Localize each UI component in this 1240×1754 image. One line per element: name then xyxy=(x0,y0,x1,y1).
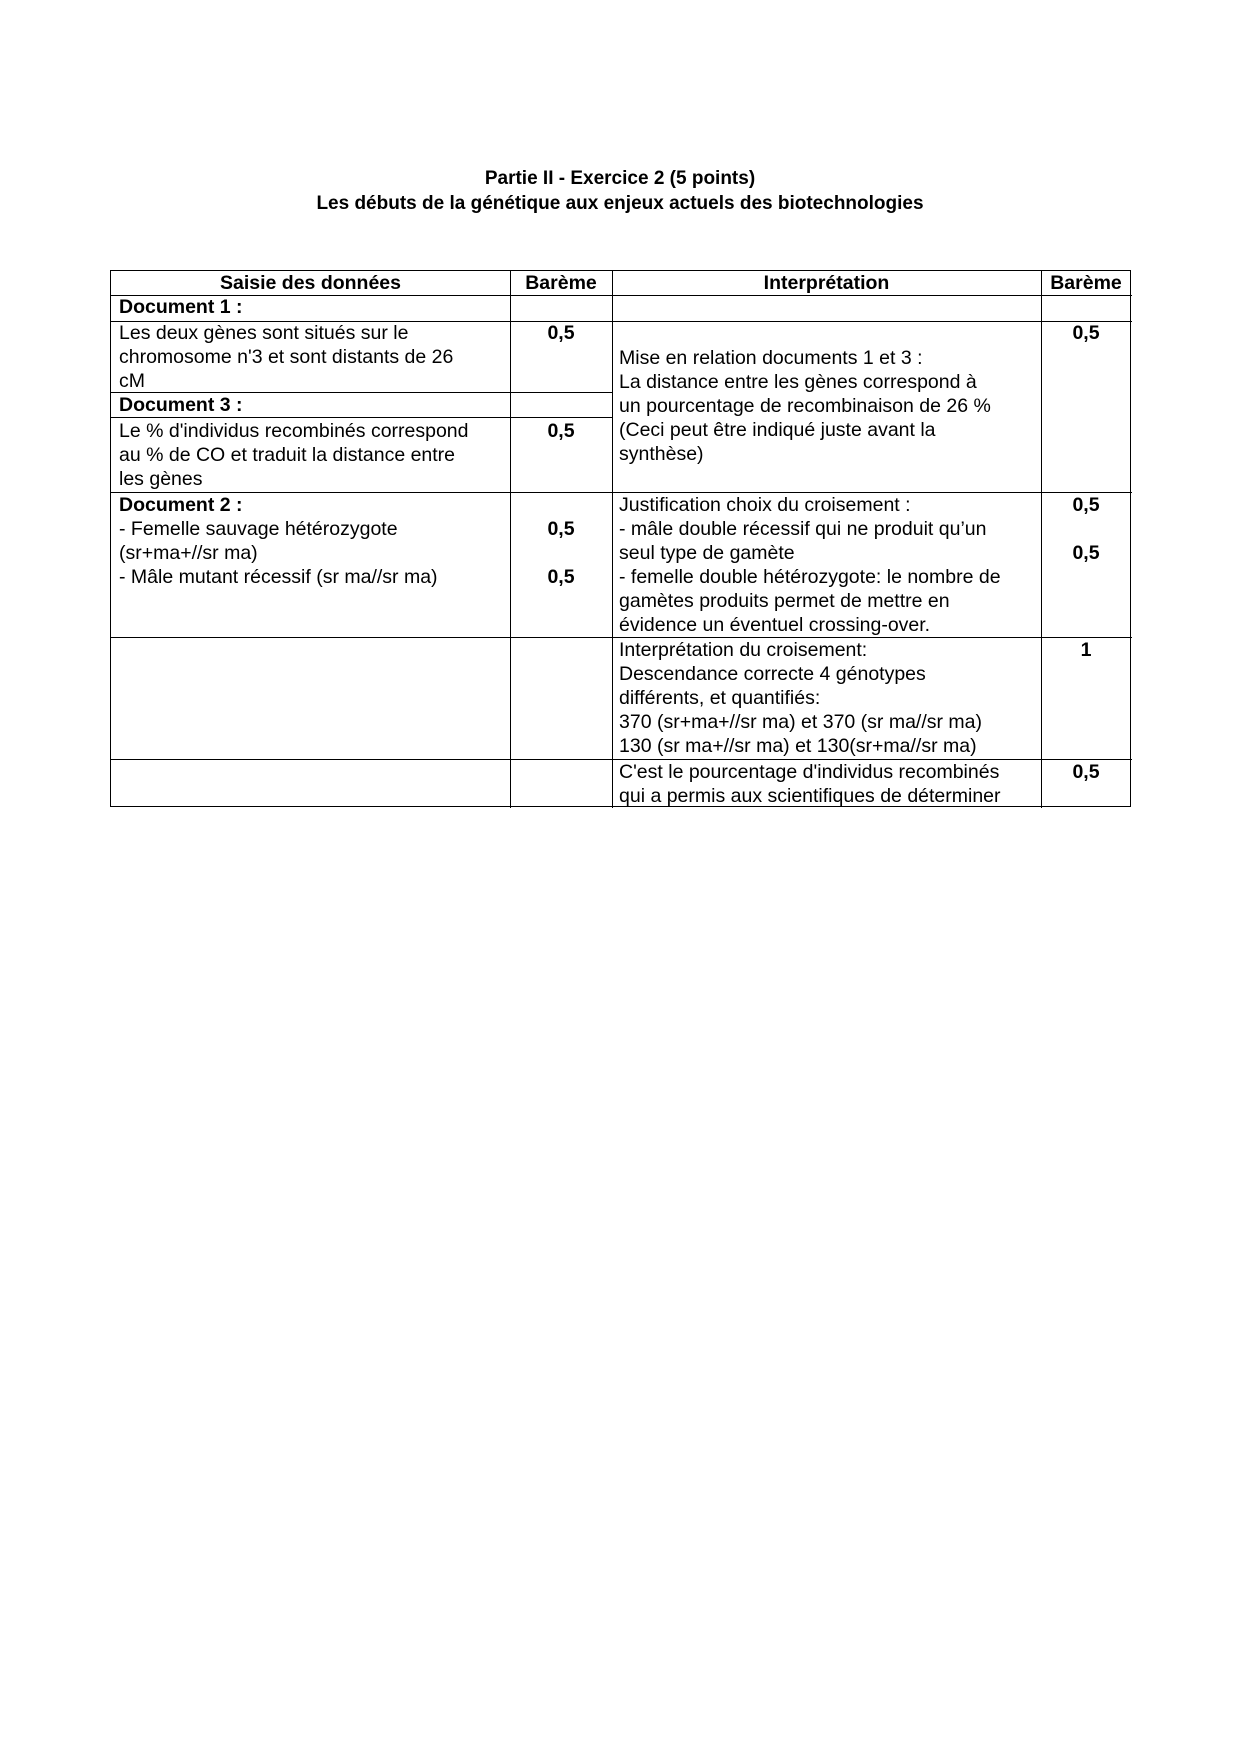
page-title: Partie II - Exercice 2 (5 points) xyxy=(484,168,756,189)
justification-line: - mâle double récessif qui ne produit qu’un xyxy=(619,518,987,540)
justification-line: seul type de gamète xyxy=(619,542,795,564)
interpretation-line: Interprétation du croisement: xyxy=(619,639,868,661)
document-2-points: 0,5 xyxy=(547,566,575,588)
justification-line: - femelle double hétérozygote: le nombre de xyxy=(619,566,1001,588)
conclusion-line: qui a permis aux scientifiques de déterminer xyxy=(619,785,1001,807)
document-3-line: Le % d'individus recombinés correspond xyxy=(119,420,469,442)
grading-table xyxy=(110,270,1131,807)
relation-line: Mise en relation documents 1 et 3 : xyxy=(619,347,923,369)
interpretation-line: 370 (sr+ma+//sr ma) et 370 (sr ma//sr ma) xyxy=(619,711,983,733)
column-divider xyxy=(1041,271,1042,808)
justification-points: 0,5 xyxy=(1072,542,1100,564)
justification-line: Justification choix du croisement : xyxy=(619,494,911,516)
document-3-points: 0,5 xyxy=(547,420,575,442)
interpretation-points: 1 xyxy=(1080,639,1092,661)
document-2-line: (sr+ma+//sr ma) xyxy=(119,542,258,564)
document-1-points: 0,5 xyxy=(547,322,575,344)
document-2-points: 0,5 xyxy=(547,518,575,540)
interpretation-line: 130 (sr ma+//sr ma) et 130(sr+ma//sr ma) xyxy=(619,735,977,757)
document-1-line: cM xyxy=(119,370,145,392)
relation-line: un pourcentage de recombinaison de 26 % xyxy=(619,395,991,417)
justification-line: évidence un éventuel crossing-over. xyxy=(619,614,931,636)
column-divider xyxy=(612,271,613,808)
header-bareme-2: Barème xyxy=(1050,272,1122,294)
header-saisie: Saisie des données xyxy=(220,272,401,294)
document-1-line: Les deux gènes sont situés sur le xyxy=(119,322,409,344)
page-subtitle: Les débuts de la génétique aux enjeux actuels des biotechnologies xyxy=(316,193,924,214)
conclusion-line: C'est le pourcentage d'individus recombinés xyxy=(619,761,1000,783)
document-1-heading: Document 1 : xyxy=(119,296,243,318)
document-3-line: au % de CO et traduit la distance entre xyxy=(119,444,456,466)
relation-line: (Ceci peut être indiqué juste avant la xyxy=(619,419,936,441)
relation-line: La distance entre les gènes correspond à xyxy=(619,371,977,393)
conclusion-points: 0,5 xyxy=(1072,761,1100,783)
justification-points: 0,5 xyxy=(1072,494,1100,516)
interpretation-line: Descendance correcte 4 génotypes xyxy=(619,663,926,685)
interpretation-line: différents, et quantifiés: xyxy=(619,687,821,709)
document-1-line: chromosome n'3 et sont distants de 26 xyxy=(119,346,454,368)
justification-line: gamètes produits permet de mettre en xyxy=(619,590,950,612)
document-2-line: - Femelle sauvage hétérozygote xyxy=(119,518,398,540)
document-3-line: les gènes xyxy=(119,468,203,490)
document-2-heading: Document 2 : xyxy=(119,494,243,516)
document-3-heading: Document 3 : xyxy=(119,394,243,416)
document-2-line: - Mâle mutant récessif (sr ma//sr ma) xyxy=(119,566,438,588)
header-bareme-1: Barème xyxy=(525,272,597,294)
header-interpretation: Interprétation xyxy=(763,272,890,294)
relation-line: synthèse) xyxy=(619,443,704,465)
relation-points: 0,5 xyxy=(1072,322,1100,344)
